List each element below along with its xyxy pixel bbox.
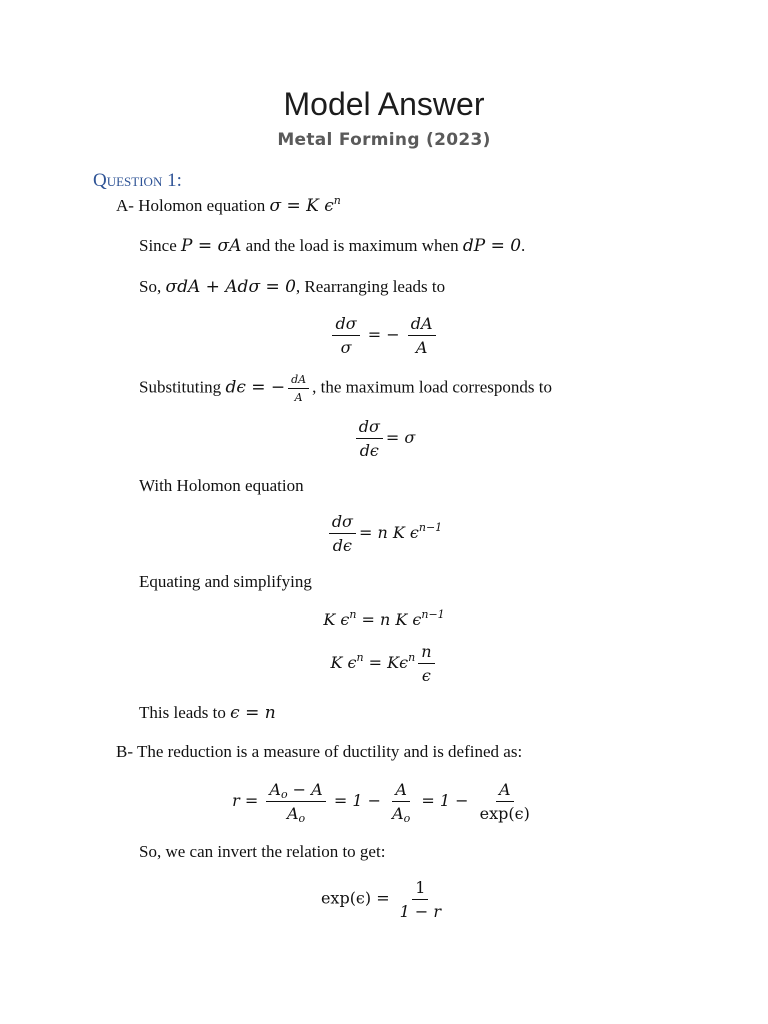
equation-1: $\frac{d\sigma}{\sigma}$ = − $\frac{dA}{A}$ [0,314,768,357]
so-line [139,277,445,297]
equation-3: $\frac{d\sigma}{d\epsilon}$ = n K $\epsilon^{n-1}$ [0,512,768,555]
substituting-end: , the maximum load corresponds to [312,377,552,397]
holomon-text: Holomon equation [138,196,266,215]
holomon-math: σ = K $\epsilon^n$ [269,194,341,216]
substituting-text: Substituting [139,377,222,397]
page-title: Model Answer [283,86,485,122]
part-b-text: The reduction is a measure of ductility and is defined as: [136,742,523,761]
part-b-line [116,742,522,762]
so-math: σdA + Adσ = 0 [165,277,296,297]
since-text: Since [139,236,177,255]
leads-line [139,703,276,723]
part-a-line-holomon [116,196,341,216]
equation-7: exp(ϵ) = $\frac{1}{1 - r}$ [320,878,442,922]
leads-math: ϵ = n [230,703,276,723]
equation-6: r = $\frac{A_o - A}{A_o}$ = 1 − $\frac{A}{A_o}$ = 1 − $\frac{A}{\exp(\epsilon)}$ [232,780,530,826]
equation-5: K $\epsilon^n = K\epsilon^n$ $\frac{n}{\epsilon}$ [0,642,768,685]
with-holomon-line: With Holomon equation [139,476,304,495]
equation-2: $\frac{d\sigma}{d\epsilon}$ = σ [0,417,768,460]
part-b-so-line: So, we can invert the relation to get: [139,842,386,861]
question-heading: Question 1: [93,170,182,191]
equation-4: K $\epsilon^n = n$ K $\epsilon^{n-1}$ [323,608,445,629]
so-end-text: , Rearranging leads to [295,277,446,296]
leads-text: This leads to [139,703,226,722]
since-math-load: P = σA [181,236,242,256]
since-end: . [521,236,526,255]
equating-line: Equating and simplifying [139,572,312,591]
since-line [139,236,525,256]
part-b-label: B- [116,742,133,761]
substituting-line [139,373,552,404]
page-subtitle: Metal Forming (2023) [277,130,491,150]
since-mid-text: and the load is maximum when [245,236,459,255]
substituting-fraction: $\frac{dA}{A}$ [288,373,309,404]
since-math-dp: dP = 0 [462,236,522,256]
substituting-math: dϵ = − [225,377,286,398]
so-text: So, [139,277,162,296]
part-a-label: A- [116,196,134,215]
